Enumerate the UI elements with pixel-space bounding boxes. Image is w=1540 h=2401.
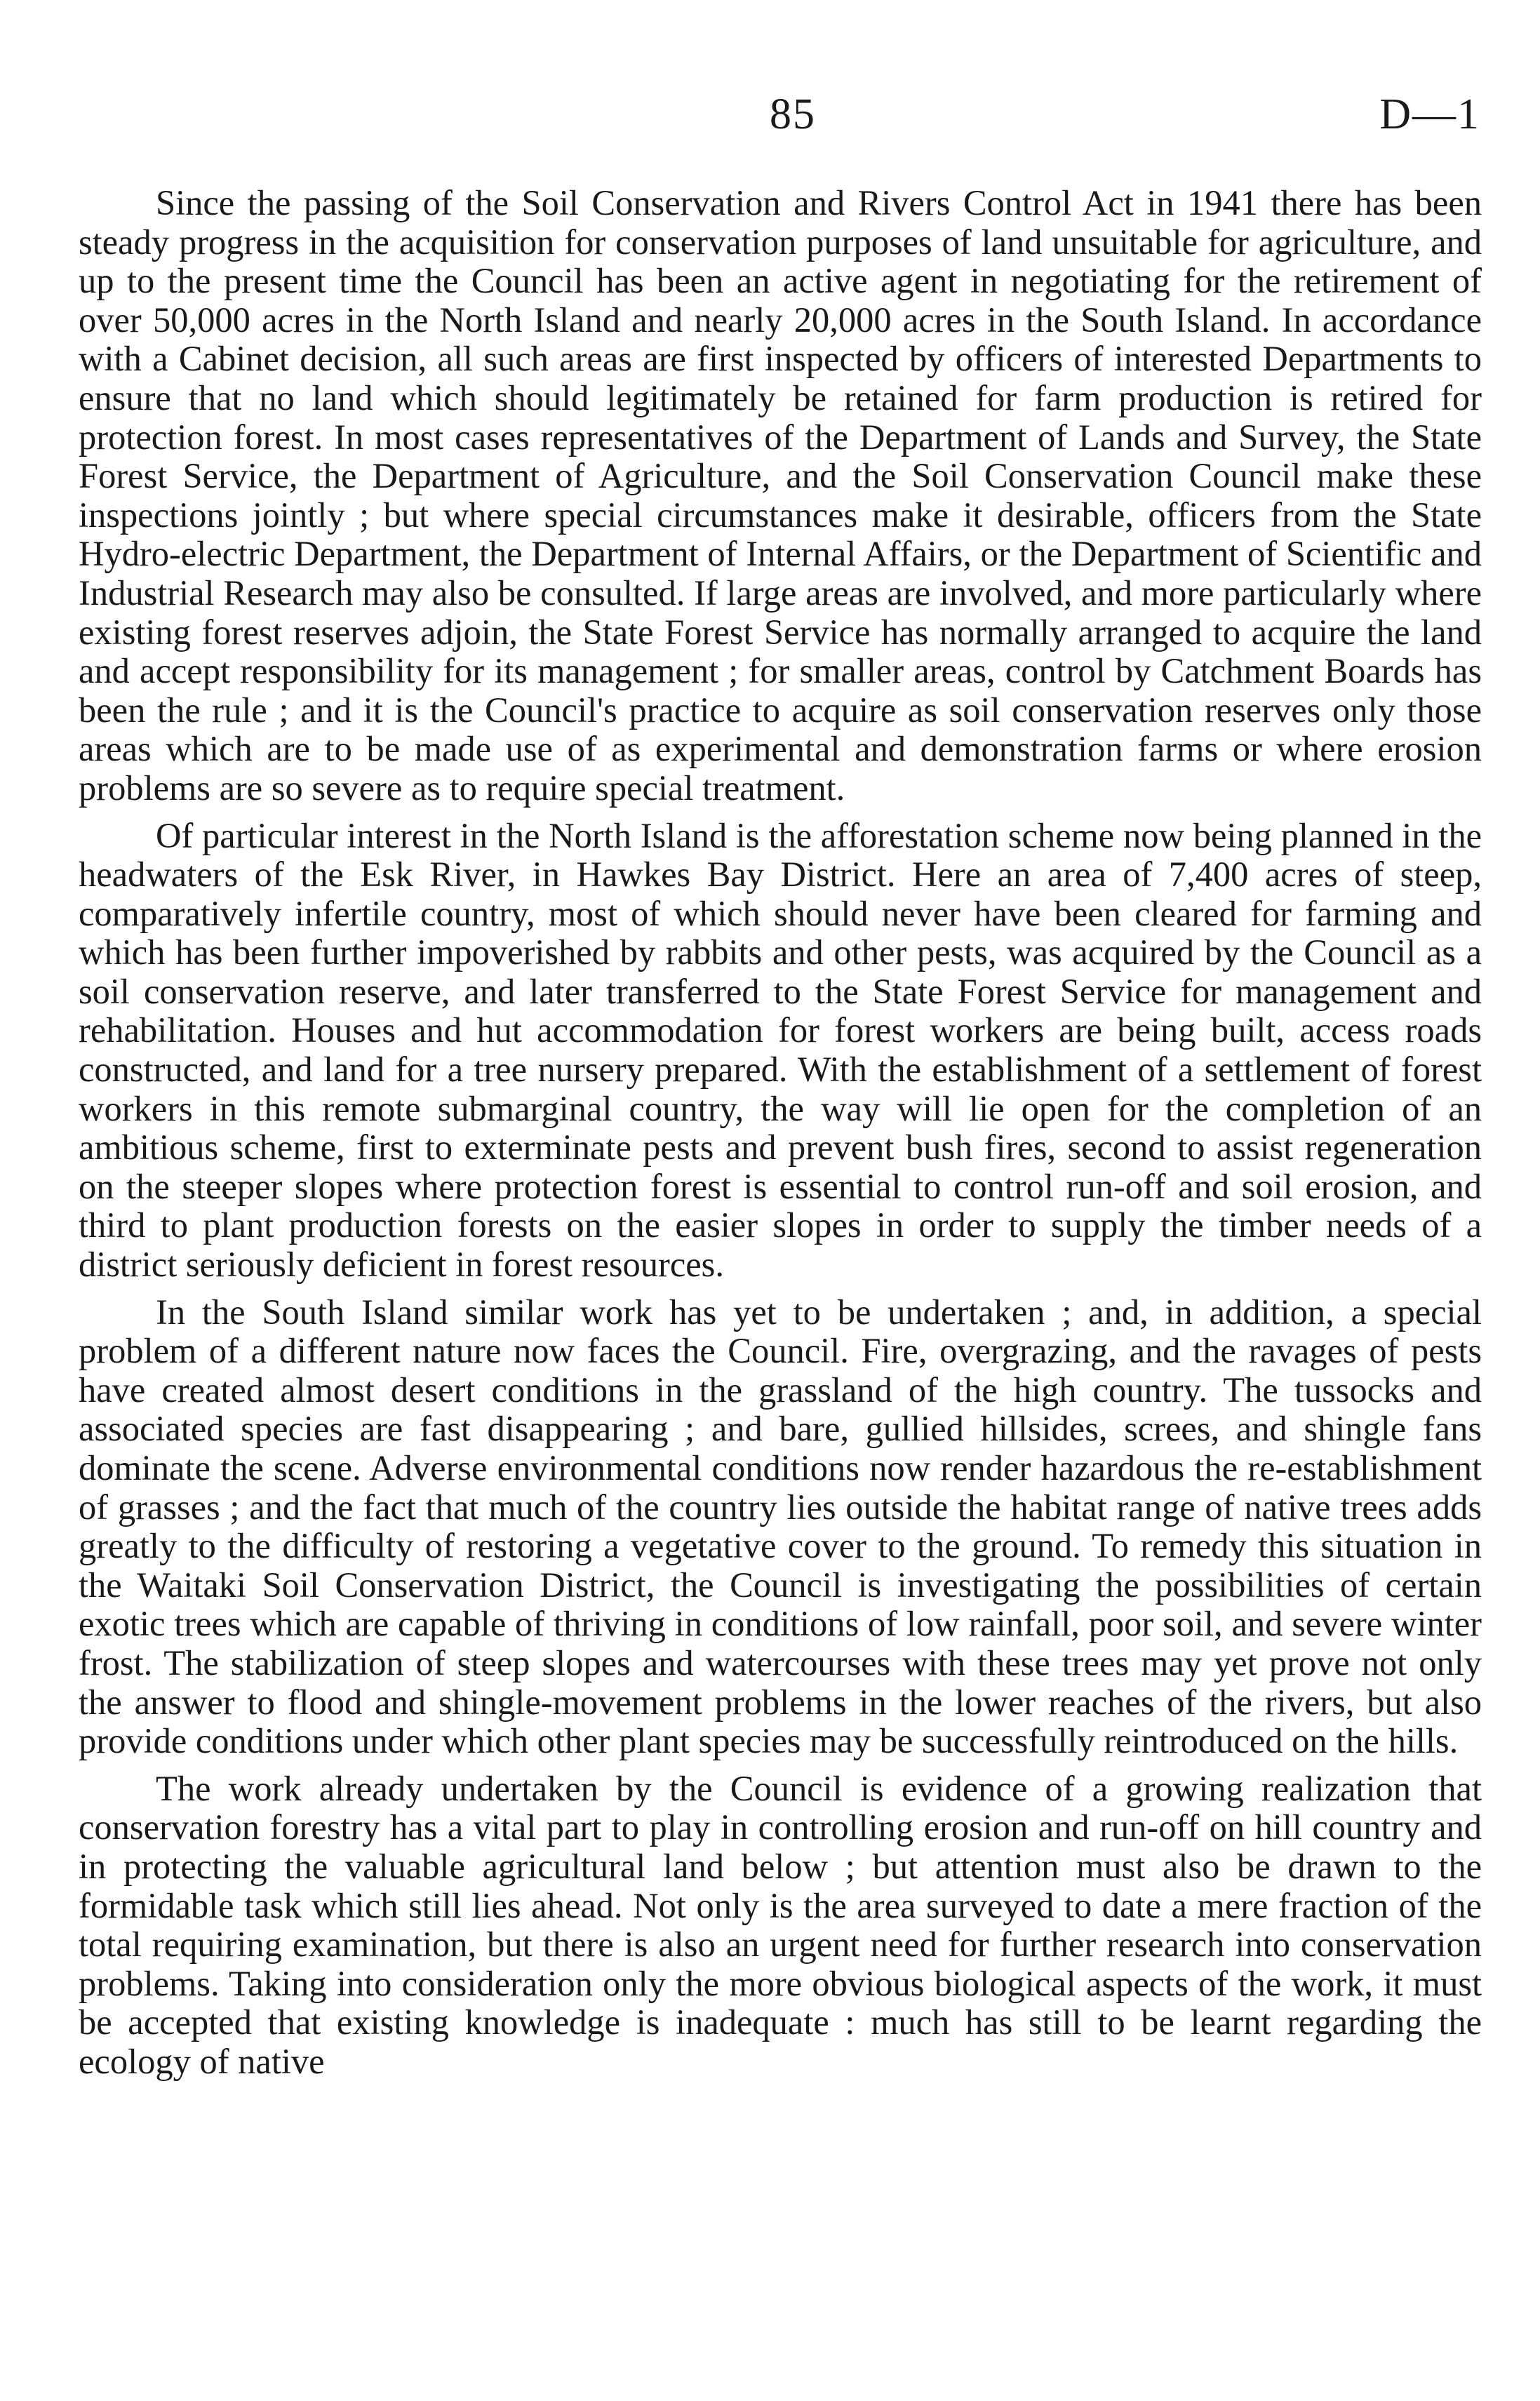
paragraph-south-island-problem: In the South Island similar work has yet to be undertaken ; and, in addition, a special problem of a different nature now faces the Council. Fire, overgrazing, and the ravages of pests have created almost desert conditions in the grassland of the high country. The tussocks and associated species are fast disappearing ; and bare, gullied hillsides, screes, and shingle fans dominate the scene. Adverse environmental conditions now render hazardous the re-establishment of grasses ; and the fact that much of the country lies outside the habitat range of native trees adds greatly to the difficulty of restoring a vegetative cover to the ground. To remedy this situation in the Waitaki Soil Conservation District, the Council is investigating the possibilities of certain exotic trees which are capable of thriving in conditions of low rainfall, poor soil, and severe winter frost. The stabilization of steep slopes and watercourses with these trees may yet prove not only the answer to flood and shingle-movement problems in the lower reaches of the rivers, but also provide conditions under which other plant species may be successfully reintroduced on the hills. — [79, 1292, 1482, 1761]
paragraph-north-island-afforestation: Of particular interest in the North Island is the afforestation scheme now being planned in the headwaters of the Esk River, in Hawkes Bay District. Here an area of 7,400 acres of steep, comparatively infertile country, most of which should never have been cleared for farming and which has been further impoverished by rabbits and other pests, was acquired by the Council as a soil conservation reserve, and later transferred to the State Forest Service for management and rehabilitation. Houses and hut accommodation for forest workers are being built, access roads constructed, and land for a tree nursery prepared. With the establishment of a settlement of forest workers in this remote submarginal country, the way will lie open for the completion of an ambitious scheme, first to exterminate pests and prevent bush fires, second to assist regeneration on the steeper slopes where protection forest is essential to control run-off and soil erosion, and third to plant production forests on the easier slopes in order to supply the timber needs of a district seriously deficient in forest resources. — [79, 815, 1482, 1285]
page-number: 85 — [770, 91, 816, 138]
document-reference: D—1 — [1379, 91, 1480, 138]
paragraph-future-work: The work already undertaken by the Council is evidence of a growing realization that conservation forestry has a vital part to play in controlling erosion and run-off on hill country and in protecting the valuable agricultural land below ; but attention must also be drawn to the formidable task which still lies ahead. Not only is the area surveyed to date a mere fraction of the total requiring examination, but there is also an urgent need for further research into conservation problems. Taking into consideration only the more obvious biological aspects of the work, it must be accepted that existing knowledge is inadequate : much has still to be learnt regarding the ecology of native — [79, 1768, 1482, 2081]
body-text — [79, 184, 1482, 2090]
paragraph-soil-conservation-acquisition: Since the passing of the Soil Conservation and Rivers Control Act in 1941 there has been steady progress in the acquisition for conservation purposes of land unsuitable for agriculture, and up to the present time the Council has been an active agent in negotiating for the retirement of over 50,000 acres in the North Island and nearly 20,000 acres in the South Island. In accordance with a Cabinet decision, all such areas are first inspected by officers of interested Departments to ensure that no land which should legitimately be retained for farm production is retired for protection forest. In most cases representatives of the Department of Lands and Survey, the State Forest Service, the Department of Agriculture, and the Soil Conservation Council make these inspections jointly ; but where special circumstances make it desirable, officers from the State Hydro-electric Department, the Department of Internal Affairs, or the Department of Scientific and Industrial Research may also be consulted. If large areas are involved, and more particularly where existing forest reserves adjoin, the State Forest Service has normally arranged to acquire the land and accept responsibility for its management ; for smaller areas, control by Catchment Boards has been the rule ; and it is the Council's practice to acquire as soil conservation reserves only those areas which are to be made use of as experimental and demonstration farms or where erosion problems are so severe as to require special treatment. — [79, 183, 1482, 808]
